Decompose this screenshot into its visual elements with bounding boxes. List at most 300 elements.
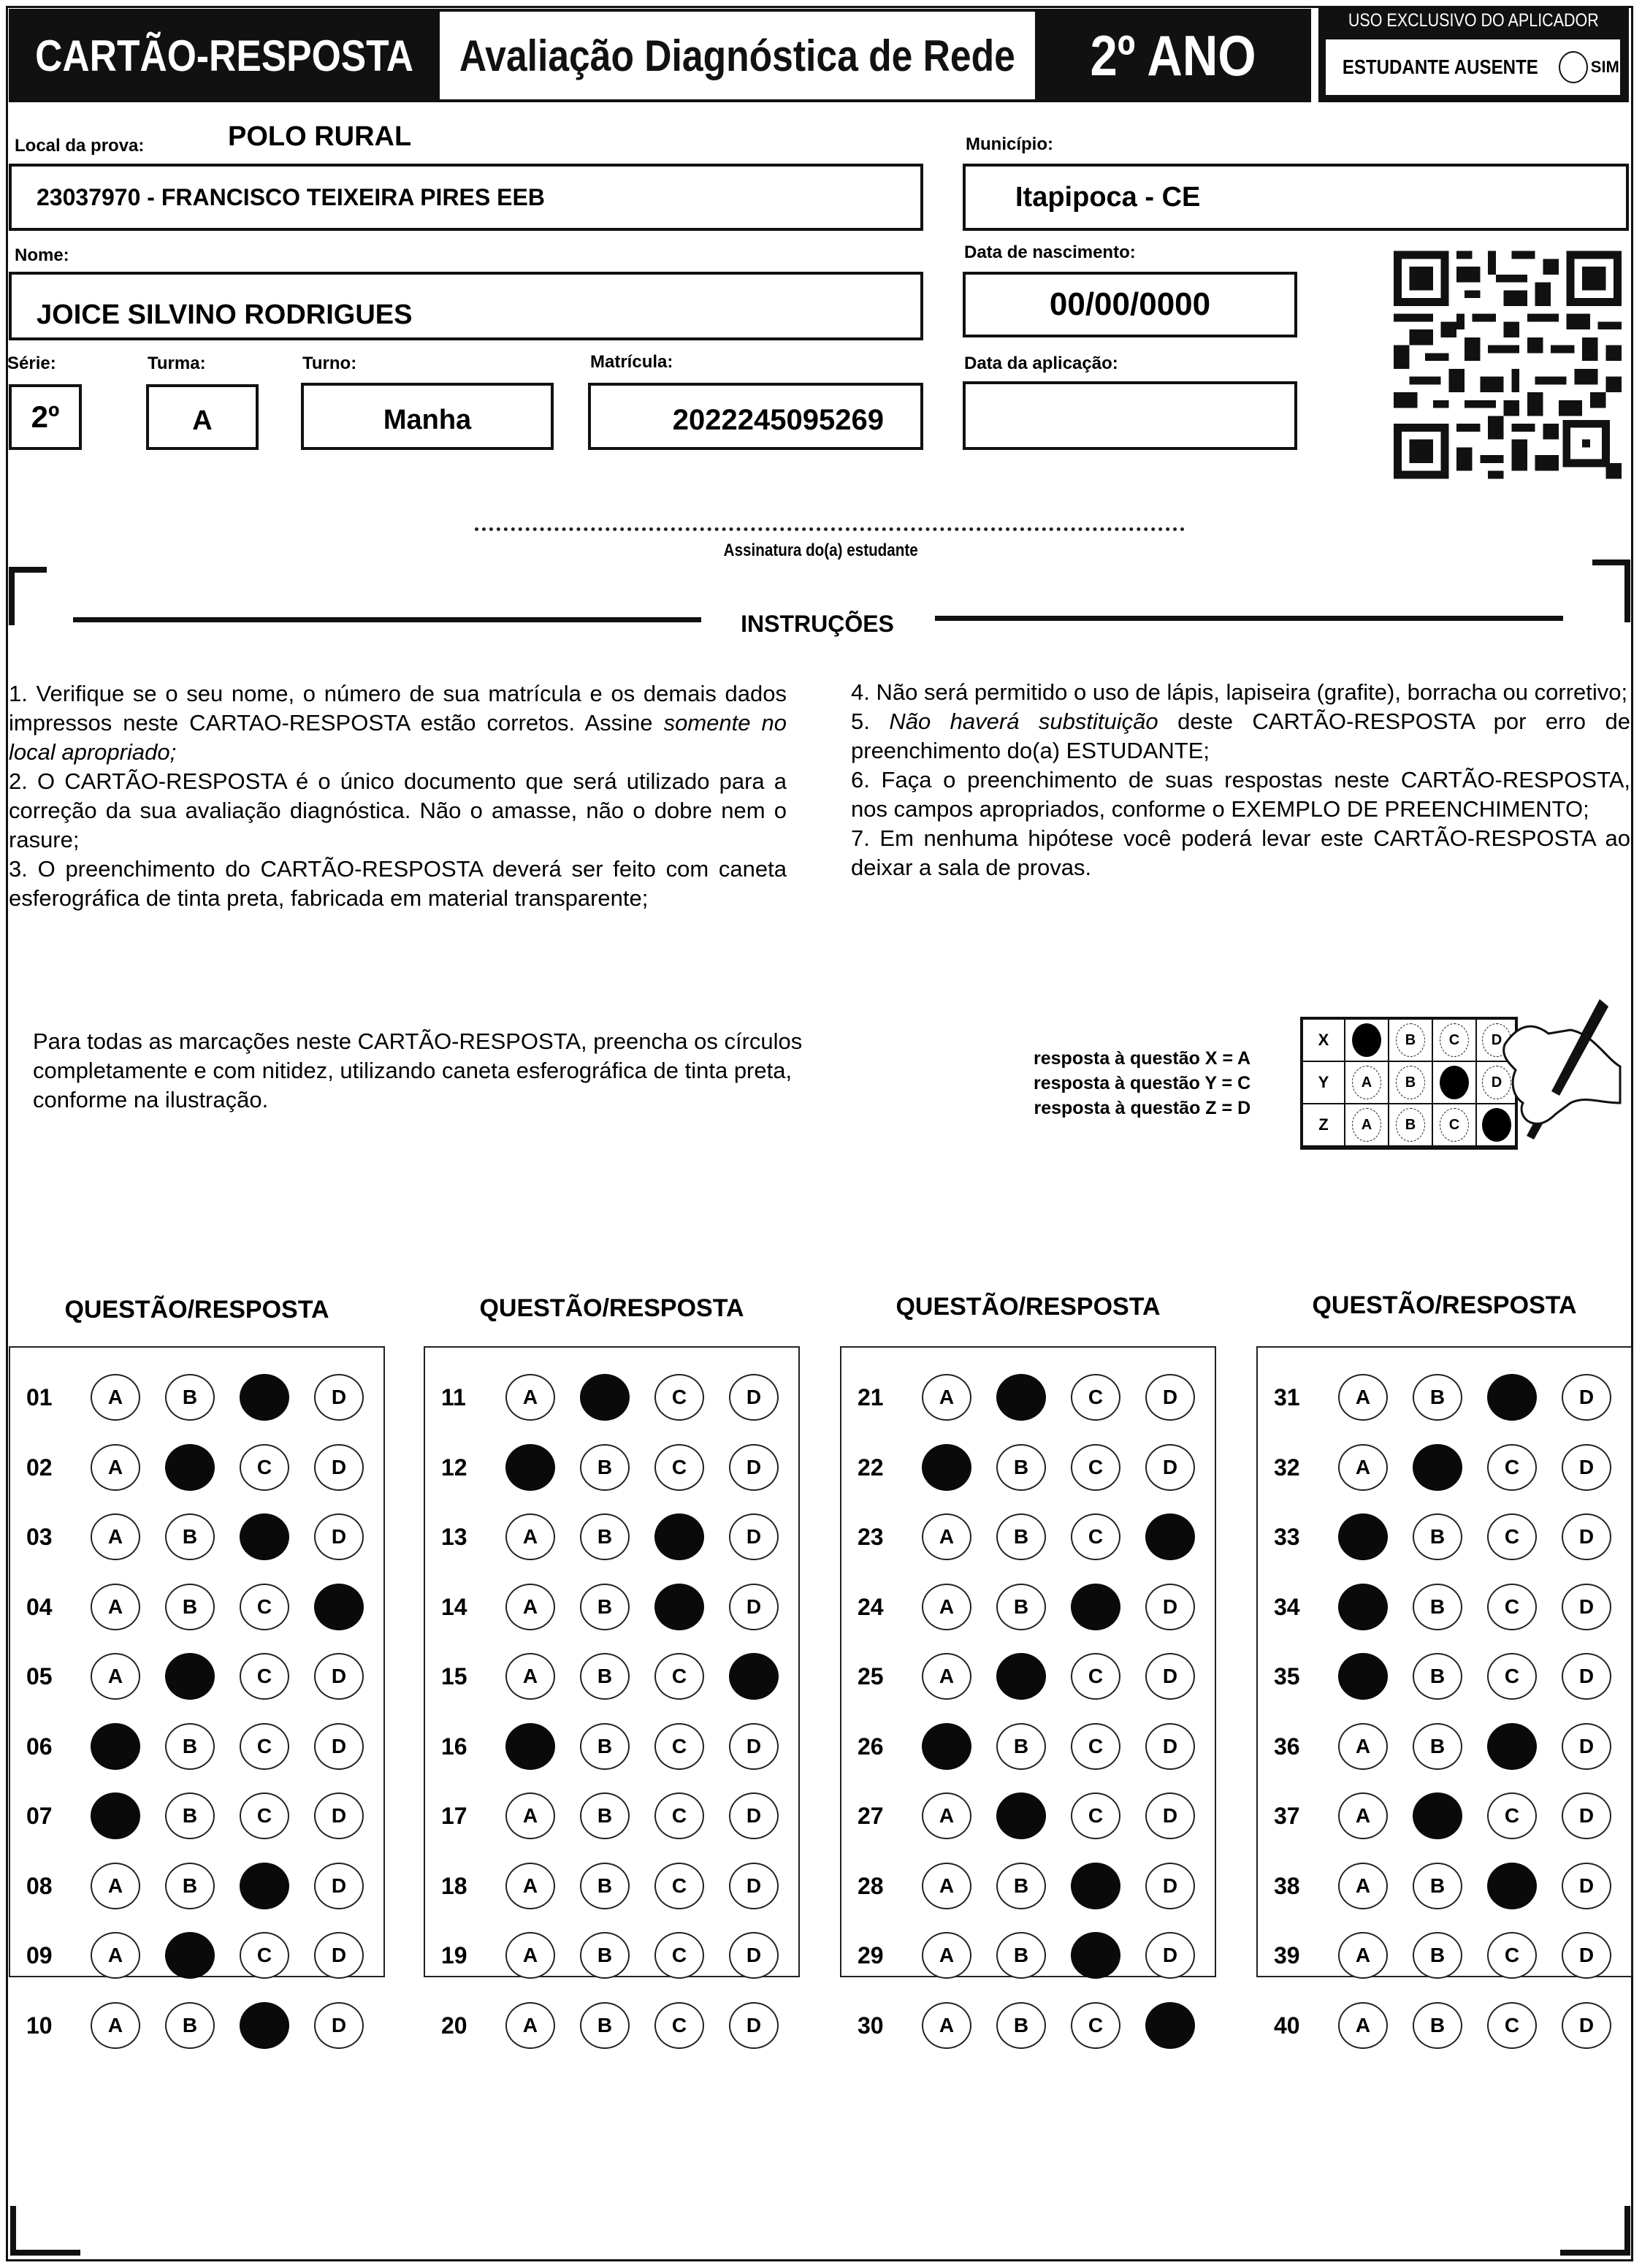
answer-bubble-c[interactable]: C <box>654 1653 704 1700</box>
answer-bubble-b[interactable]: B <box>580 1723 630 1770</box>
matricula-value: 2022245095269 <box>672 403 884 436</box>
answer-bubble-c[interactable] <box>1487 1863 1537 1909</box>
question-number: 09 <box>26 1942 53 1969</box>
question-answer-heading: QUESTÃO/RESPOSTA <box>479 1294 744 1322</box>
answer-bubble-b[interactable]: B <box>165 2002 215 2049</box>
answer-bubble-d[interactable]: D <box>729 1374 779 1421</box>
answer-bubble-c[interactable]: C <box>1487 2002 1537 2049</box>
answer-bubble-d[interactable]: D <box>1145 1584 1195 1630</box>
answer-bubble-c[interactable]: C <box>1487 1513 1537 1560</box>
question-number: 01 <box>26 1384 53 1410</box>
answer-row <box>10 1787 383 1845</box>
fill-example-bubble: B <box>1396 1023 1425 1057</box>
aplicacao-field[interactable] <box>963 381 1297 450</box>
question-answer-heading: QUESTÃO/RESPOSTA <box>896 1293 1161 1321</box>
answer-bubble-c[interactable] <box>1071 1584 1120 1630</box>
answer-bubble-b[interactable]: B <box>165 1723 215 1770</box>
hand-pen-icon <box>1490 993 1622 1154</box>
answer-bubble-a[interactable]: A <box>505 1374 555 1421</box>
answer-bubble-d[interactable]: D <box>314 1444 364 1491</box>
answer-bubble-c[interactable]: C <box>240 1723 289 1770</box>
answer-bubble-c[interactable]: C <box>240 1792 289 1839</box>
fill-example-bubble: C <box>1440 1023 1469 1057</box>
answer-bubble-b[interactable]: B <box>1413 1723 1462 1770</box>
card-title-banner <box>9 9 440 102</box>
turno-field <box>301 383 554 450</box>
answer-bubble-d[interactable]: D <box>314 1374 364 1421</box>
answer-row <box>10 1578 383 1636</box>
answer-bubble-d[interactable]: D <box>1145 1932 1195 1979</box>
answer-bubble-b[interactable]: B <box>580 1792 630 1839</box>
qr-code-icon <box>1394 250 1622 480</box>
answer-bubble-c[interactable]: C <box>1487 1792 1537 1839</box>
question-number: 17 <box>441 1803 467 1829</box>
answer-column-2 <box>424 1346 800 2039</box>
answer-bubble-a[interactable]: A <box>505 1513 555 1560</box>
answer-row <box>841 1647 1215 1706</box>
answer-bubble-d[interactable]: D <box>729 1932 779 1979</box>
answer-bubble-c[interactable]: C <box>240 1932 289 1979</box>
answer-column-4 <box>1256 1346 1633 2039</box>
answer-bubble-c[interactable] <box>654 1584 704 1630</box>
answer-bubble-b[interactable]: B <box>1413 1374 1462 1421</box>
answer-bubble-a[interactable] <box>1338 1653 1388 1700</box>
question-number: 37 <box>1274 1803 1300 1829</box>
fill-example-text: Para todas as marcações neste CARTÃO-RESPOSTA, preencha os círculos completamente e com nitidez, utilizando caneta esferográfica de tinta preta, conforme na ilustração. <box>33 1028 803 1112</box>
instructions-right-column <box>851 678 1630 882</box>
answer-bubble-a[interactable]: A <box>505 1792 555 1839</box>
matricula-label: Matrícula: <box>590 352 673 372</box>
answer-row <box>1258 1438 1631 1497</box>
answer-bubble-d[interactable]: D <box>1562 1653 1611 1700</box>
answer-bubble-d[interactable]: D <box>314 1513 364 1560</box>
answer-row <box>1258 1647 1631 1706</box>
answer-bubble-c[interactable]: C <box>240 1653 289 1700</box>
answer-bubble-a[interactable]: A <box>91 2002 140 2049</box>
municipio-value: Itapipoca - CE <box>1015 181 1201 213</box>
answer-bubble-d[interactable]: D <box>729 1792 779 1839</box>
answer-row <box>10 1717 383 1776</box>
answer-bubble-a[interactable]: A <box>1338 1444 1388 1491</box>
instruction-3: 3. O preenchimento do CARTÃO-RESPOSTA deverá ser feito com caneta esferográfica de tinta preta, fabricada em material transparente; <box>9 856 787 911</box>
question-number: 10 <box>26 2012 53 2039</box>
answer-bubble-d[interactable]: D <box>314 1792 364 1839</box>
signature-label: Assinatura do(a) estudante <box>723 541 919 560</box>
serie-field <box>9 384 82 450</box>
applicator-title: USO EXCLUSIVO DO APLICADOR <box>1348 10 1599 31</box>
answer-bubble-d[interactable]: D <box>729 1723 779 1770</box>
instructions-rule-left <box>73 617 701 622</box>
answer-bubble-a[interactable] <box>1338 1584 1388 1630</box>
fill-example-question-label: Z <box>1303 1104 1345 1147</box>
question-number: 18 <box>441 1872 467 1899</box>
answer-bubble-b[interactable]: B <box>580 1584 630 1630</box>
answer-row <box>425 1368 798 1427</box>
absent-checkbox[interactable] <box>1559 51 1588 83</box>
answer-bubble-a[interactable]: A <box>505 1932 555 1979</box>
fill-example-bubble: C <box>1440 1108 1469 1142</box>
answer-bubble-a[interactable]: A <box>922 1653 971 1700</box>
answer-row <box>1258 1717 1631 1776</box>
answer-bubble-d[interactable]: D <box>1145 1792 1195 1839</box>
answer-bubble-a[interactable]: A <box>91 1653 140 1700</box>
nascimento-field <box>963 272 1297 337</box>
answer-bubble-c[interactable]: C <box>1071 1444 1120 1491</box>
answer-bubble-a[interactable]: A <box>91 1444 140 1491</box>
municipio-label: Município: <box>966 134 1053 154</box>
answer-row <box>425 1857 798 1915</box>
answer-bubble-d[interactable]: D <box>314 1863 364 1909</box>
answer-bubble-b[interactable]: B <box>996 1863 1046 1909</box>
answer-bubble-a[interactable]: A <box>1338 1792 1388 1839</box>
answer-bubble-c[interactable]: C <box>240 1584 289 1630</box>
fill-example-legend: resposta à questão X = A resposta à questão Y = C resposta à questão Z = D <box>1034 1048 1251 1118</box>
answer-bubble-b[interactable]: B <box>580 1653 630 1700</box>
answer-row <box>10 1857 383 1915</box>
turma-value: A <box>192 405 213 436</box>
answer-bubble-d[interactable]: D <box>1562 1513 1611 1560</box>
answer-row <box>841 1438 1215 1497</box>
question-number: 21 <box>858 1384 884 1410</box>
answer-row <box>10 1996 383 2055</box>
answer-bubble-a[interactable]: A <box>1338 1723 1388 1770</box>
instructions-left-column <box>9 679 787 913</box>
question-number: 33 <box>1274 1524 1300 1550</box>
question-number: 22 <box>858 1454 884 1481</box>
question-number: 40 <box>1274 2012 1300 2039</box>
answer-bubble-a[interactable]: A <box>505 1584 555 1630</box>
answer-bubble-d[interactable]: D <box>314 1723 364 1770</box>
fill-example-cell <box>1389 1020 1433 1062</box>
answer-bubble-b[interactable]: B <box>580 1513 630 1560</box>
answer-bubble-a[interactable]: A <box>922 1863 971 1909</box>
answer-bubble-b[interactable]: B <box>165 1863 215 1909</box>
answer-bubble-c[interactable]: C <box>1487 1444 1537 1491</box>
answer-bubble-c[interactable]: C <box>654 2002 704 2049</box>
answer-bubble-a[interactable]: A <box>91 1932 140 1979</box>
answer-bubble-a[interactable]: A <box>91 1584 140 1630</box>
question-answer-heading: QUESTÃO/RESPOSTA <box>1312 1291 1577 1319</box>
answer-bubble-b[interactable]: B <box>1413 1584 1462 1630</box>
answer-bubble-b[interactable]: B <box>1413 1653 1462 1700</box>
exam-title-banner <box>440 9 1035 102</box>
turma-label: Turma: <box>148 354 206 373</box>
answer-bubble-d[interactable]: D <box>1145 1863 1195 1909</box>
answer-bubble-d[interactable]: D <box>314 2002 364 2049</box>
serie-value: 2º <box>31 400 60 434</box>
question-number: 35 <box>1274 1663 1300 1689</box>
answer-bubble-c[interactable]: C <box>654 1374 704 1421</box>
serie-label: Série: <box>7 354 56 373</box>
answer-row <box>425 1508 798 1566</box>
answer-bubble-b[interactable] <box>165 1444 215 1491</box>
answer-bubble-c[interactable] <box>1071 1863 1120 1909</box>
question-number: 27 <box>858 1803 884 1829</box>
answer-bubble-d[interactable]: D <box>314 1653 364 1700</box>
instructions-title: INSTRUÇÕES <box>741 611 894 637</box>
question-answer-heading: QUESTÃO/RESPOSTA <box>64 1296 329 1324</box>
answer-bubble-a[interactable]: A <box>91 1513 140 1560</box>
answer-bubble-a[interactable]: A <box>91 1863 140 1909</box>
answer-bubble-b[interactable]: B <box>996 1932 1046 1979</box>
answer-bubble-c[interactable] <box>1487 1374 1537 1421</box>
answer-bubble-b[interactable]: B <box>1413 2002 1462 2049</box>
answer-bubble-b[interactable]: B <box>165 1513 215 1560</box>
answer-bubble-a[interactable]: A <box>922 1584 971 1630</box>
local-label: Local da prova: <box>15 136 145 156</box>
answer-row <box>841 1368 1215 1427</box>
answer-bubble-c[interactable] <box>240 1374 289 1421</box>
card-title: CARTÃO-RESPOSTA <box>35 31 413 80</box>
question-number: 30 <box>858 2012 884 2039</box>
answer-bubble-d[interactable]: D <box>729 2002 779 2049</box>
answer-bubble-a[interactable] <box>91 1792 140 1839</box>
nome-field <box>9 272 923 340</box>
fill-example-bubble: A <box>1352 1108 1381 1142</box>
fill-example-cell <box>1389 1062 1433 1104</box>
answer-bubble-c[interactable]: C <box>1071 1723 1120 1770</box>
question-number: 32 <box>1274 1454 1300 1481</box>
answer-bubble-c[interactable] <box>240 1513 289 1560</box>
answer-bubble-c[interactable]: C <box>1487 1932 1537 1979</box>
fill-example-bubble <box>1440 1066 1469 1099</box>
fill-example-bubble: A <box>1352 1066 1381 1099</box>
instructions-rule-right <box>935 616 1563 621</box>
turma-field <box>146 384 259 450</box>
matricula-field <box>588 383 923 450</box>
question-number: 36 <box>1274 1733 1300 1760</box>
school-value: 23037970 - FRANCISCO TEIXEIRA PIRES EEB <box>37 183 545 210</box>
answer-bubble-d[interactable]: D <box>1562 1863 1611 1909</box>
answer-bubble-c[interactable]: C <box>654 1792 704 1839</box>
answer-bubble-c[interactable]: C <box>1071 1653 1120 1700</box>
answer-bubble-a[interactable]: A <box>505 2002 555 2049</box>
answer-bubble-b[interactable] <box>165 1653 215 1700</box>
question-number: 39 <box>1274 1942 1300 1969</box>
answer-bubble-d[interactable]: D <box>729 1513 779 1560</box>
answer-bubble-c[interactable]: C <box>654 1932 704 1979</box>
answer-bubble-b[interactable]: B <box>1413 1513 1462 1560</box>
answer-row <box>425 1996 798 2055</box>
answer-bubble-a[interactable] <box>1338 1513 1388 1560</box>
answer-bubble-a[interactable]: A <box>1338 2002 1388 2049</box>
answer-bubble-d[interactable]: D <box>1562 1792 1611 1839</box>
answer-bubble-a[interactable]: A <box>91 1374 140 1421</box>
answer-bubble-c[interactable]: C <box>654 1444 704 1491</box>
answer-bubble-a[interactable]: A <box>922 1513 971 1560</box>
absent-label: ESTUDANTE AUSENTE <box>1342 56 1538 78</box>
answer-bubble-c[interactable]: C <box>1071 1513 1120 1560</box>
answer-bubble-c[interactable] <box>1487 1723 1537 1770</box>
answer-bubble-c[interactable]: C <box>1071 1792 1120 1839</box>
question-number: 38 <box>1274 1872 1300 1899</box>
instruction-7: 7. Em nenhuma hipótese você poderá levar este CARTÃO-RESPOSTA ao deixar a sala de provas. <box>851 825 1630 880</box>
answer-bubble-c[interactable]: C <box>1071 2002 1120 2049</box>
answer-bubble-c[interactable]: C <box>1487 1653 1537 1700</box>
answer-bubble-d[interactable]: D <box>1562 1723 1611 1770</box>
answer-bubble-d[interactable]: D <box>729 1863 779 1909</box>
answer-column-1 <box>9 1346 385 2039</box>
answer-bubble-d[interactable]: D <box>314 1932 364 1979</box>
answer-bubble-b[interactable]: B <box>996 1444 1046 1491</box>
question-number: 25 <box>858 1663 884 1689</box>
answer-bubble-d[interactable] <box>1145 1513 1195 1560</box>
answer-bubble-b[interactable]: B <box>996 2002 1046 2049</box>
answer-bubble-b[interactable] <box>996 1374 1046 1421</box>
answer-bubble-a[interactable]: A <box>1338 1932 1388 1979</box>
answer-bubble-d[interactable]: D <box>1145 1444 1195 1491</box>
fill-example-cell <box>1433 1062 1477 1104</box>
answer-bubble-c[interactable] <box>1071 1932 1120 1979</box>
answer-bubble-d[interactable]: D <box>1145 1374 1195 1421</box>
answer-row <box>10 1438 383 1497</box>
answer-row <box>841 1578 1215 1636</box>
instruction-1: 1. Verifique se o seu nome, o número de sua matrícula e os demais dados impressos neste CARTAO-RESPOSTA estão corretos. Assine somente no local apropriado; <box>9 681 787 765</box>
answer-bubble-b[interactable] <box>996 1653 1046 1700</box>
answer-bubble-a[interactable] <box>505 1723 555 1770</box>
answer-row <box>1258 1368 1631 1427</box>
corner-mark-bottom-right <box>1560 2206 1630 2256</box>
answer-bubble-b[interactable] <box>1413 1444 1462 1491</box>
question-number: 05 <box>26 1663 53 1689</box>
question-number: 26 <box>858 1733 884 1760</box>
fill-example-question-label: X <box>1303 1020 1345 1062</box>
question-number: 08 <box>26 1872 53 1899</box>
answer-bubble-a[interactable]: A <box>505 1653 555 1700</box>
answer-bubble-d[interactable]: D <box>1562 1584 1611 1630</box>
fill-example-cell <box>1345 1062 1389 1104</box>
answer-bubble-d[interactable]: D <box>1562 1932 1611 1979</box>
fill-example-bubble <box>1352 1023 1381 1057</box>
turno-value: Manha <box>383 404 472 435</box>
answer-row <box>841 1996 1215 2055</box>
answer-bubble-b[interactable]: B <box>580 2002 630 2049</box>
answer-bubble-b[interactable]: B <box>580 1444 630 1491</box>
answer-bubble-b[interactable] <box>1413 1792 1462 1839</box>
fill-example-cell <box>1345 1104 1389 1147</box>
answer-bubble-d[interactable] <box>1145 2002 1195 2049</box>
answer-bubble-a[interactable]: A <box>505 1863 555 1909</box>
question-number: 23 <box>858 1524 884 1550</box>
answer-row <box>1258 1578 1631 1636</box>
answer-row <box>425 1647 798 1706</box>
answer-row <box>1258 1508 1631 1566</box>
answer-bubble-d[interactable] <box>314 1584 364 1630</box>
answer-bubble-d[interactable]: D <box>729 1444 779 1491</box>
exam-title: Avaliação Diagnóstica de Rede <box>459 31 1015 80</box>
answer-bubble-b[interactable]: B <box>1413 1932 1462 1979</box>
answer-row <box>425 1926 798 1985</box>
answer-bubble-b[interactable]: B <box>580 1863 630 1909</box>
answer-bubble-a[interactable] <box>91 1723 140 1770</box>
answer-bubble-c[interactable]: C <box>654 1863 704 1909</box>
answer-bubble-c[interactable]: C <box>1071 1374 1120 1421</box>
question-number: 31 <box>1274 1384 1300 1410</box>
answer-bubble-b[interactable] <box>996 1792 1046 1839</box>
answer-row <box>425 1787 798 1845</box>
corner-mark-top-left <box>9 567 47 625</box>
question-number: 15 <box>441 1663 467 1689</box>
answer-row <box>841 1857 1215 1915</box>
answer-bubble-b[interactable]: B <box>165 1584 215 1630</box>
fill-example-bubble: D <box>1482 1023 1511 1057</box>
answer-bubble-a[interactable] <box>922 1723 971 1770</box>
answer-row <box>425 1717 798 1776</box>
answer-row <box>425 1578 798 1636</box>
answer-bubble-b[interactable]: B <box>996 1723 1046 1770</box>
answer-bubble-c[interactable] <box>240 1863 289 1909</box>
answer-bubble-a[interactable]: A <box>922 1932 971 1979</box>
fill-example-cell <box>1345 1020 1389 1062</box>
local-value: POLO RURAL <box>228 121 412 152</box>
answer-bubble-c[interactable]: C <box>654 1723 704 1770</box>
answer-bubble-a[interactable]: A <box>922 2002 971 2049</box>
question-number: 20 <box>441 2012 467 2039</box>
answer-bubble-a[interactable] <box>922 1444 971 1491</box>
answer-row <box>841 1508 1215 1566</box>
answer-bubble-c[interactable]: C <box>240 1444 289 1491</box>
answer-bubble-d[interactable]: D <box>1145 1723 1195 1770</box>
answer-bubble-d[interactable] <box>729 1653 779 1700</box>
answer-bubble-b[interactable]: B <box>165 1792 215 1839</box>
answer-bubble-b[interactable] <box>165 1932 215 1979</box>
answer-bubble-d[interactable]: D <box>1562 1374 1611 1421</box>
question-number: 34 <box>1274 1593 1300 1620</box>
question-number: 13 <box>441 1524 467 1550</box>
answer-bubble-b[interactable]: B <box>996 1513 1046 1560</box>
answer-bubble-c[interactable] <box>240 2002 289 2049</box>
answer-bubble-b[interactable] <box>580 1374 630 1421</box>
answer-bubble-a[interactable]: A <box>1338 1374 1388 1421</box>
answer-row <box>1258 1787 1631 1845</box>
answer-bubble-b[interactable]: B <box>580 1932 630 1979</box>
answer-bubble-d[interactable]: D <box>1145 1653 1195 1700</box>
answer-bubble-a[interactable]: A <box>1338 1863 1388 1909</box>
fill-example-question-label: Y <box>1303 1062 1345 1104</box>
answer-bubble-b[interactable]: B <box>1413 1863 1462 1909</box>
answer-bubble-b[interactable]: B <box>165 1374 215 1421</box>
answer-bubble-c[interactable]: C <box>1487 1584 1537 1630</box>
corner-mark-top-right <box>1592 560 1630 622</box>
instruction-4: 4. Não será permitido o uso de lápis, lapiseira (grafite), borracha ou corretivo; <box>851 679 1628 705</box>
question-number: 16 <box>441 1733 467 1760</box>
fill-example-bubble: B <box>1396 1066 1425 1099</box>
absent-option: SIM <box>1590 58 1619 76</box>
answer-row <box>10 1926 383 1985</box>
answer-row <box>841 1717 1215 1776</box>
answer-bubble-d[interactable]: D <box>1562 1444 1611 1491</box>
signature-line[interactable] <box>475 527 1185 531</box>
question-number: 14 <box>441 1593 467 1620</box>
question-number: 04 <box>26 1593 53 1620</box>
answer-bubble-a[interactable]: A <box>922 1374 971 1421</box>
answer-bubble-a[interactable] <box>505 1444 555 1491</box>
answer-row <box>1258 1926 1631 1985</box>
answer-row <box>1258 1996 1631 2055</box>
fill-example-cell <box>1433 1020 1477 1062</box>
question-number: 28 <box>858 1872 884 1899</box>
answer-bubble-d[interactable]: D <box>729 1584 779 1630</box>
answer-bubble-a[interactable]: A <box>922 1792 971 1839</box>
answer-bubble-c[interactable] <box>654 1513 704 1560</box>
answer-bubble-b[interactable]: B <box>996 1584 1046 1630</box>
absent-student-field <box>1326 39 1620 95</box>
grade-badge-text: 2º ANO <box>1090 23 1256 88</box>
turno-label: Turno: <box>302 354 357 373</box>
answer-bubble-d[interactable]: D <box>1562 2002 1611 2049</box>
answer-row <box>10 1647 383 1706</box>
fill-example-bubble: D <box>1482 1066 1511 1099</box>
